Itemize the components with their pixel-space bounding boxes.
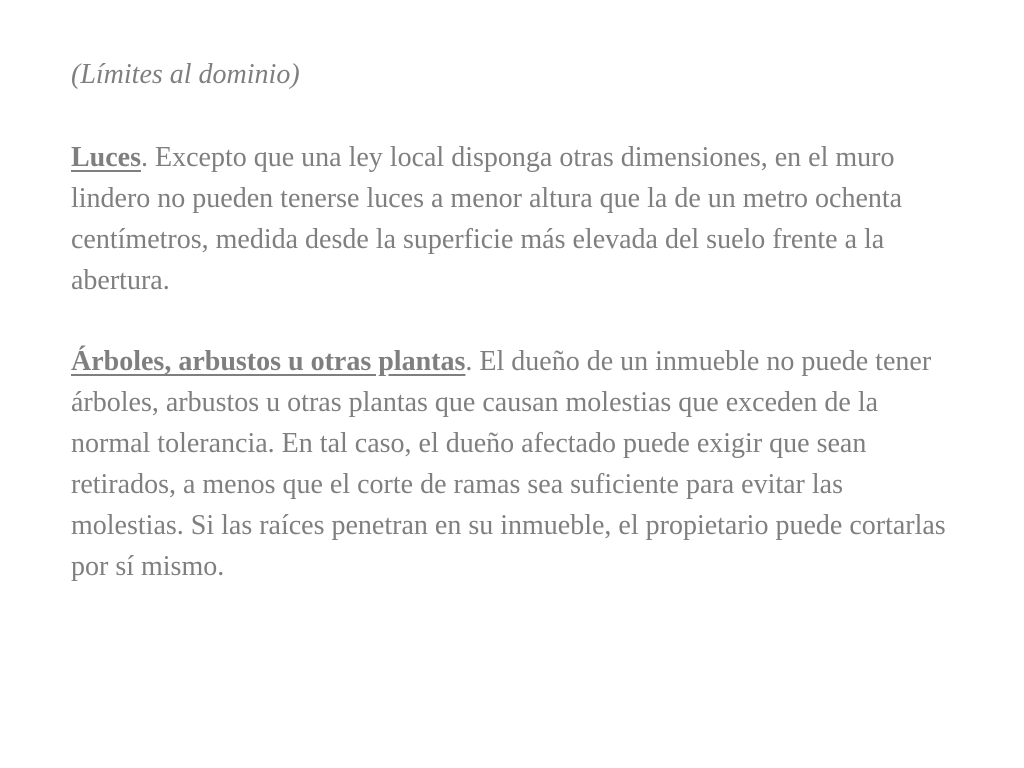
paragraph-arboles <box>71 341 951 587</box>
paragraph-arboles-text: . El dueño de un inmueble no puede tener árboles, arbustos u otras plantas que causan molestias que exceden de la normal tolerancia. En tal caso, el dueño afectado puede exigir que sean retirados, a menos que el corte de ramas sea suficiente para evitar las molestias. Si las raíces penetran en su inmueble, el propietario puede cortarlas por sí mismo. <box>71 346 946 582</box>
term-luces: Luces <box>71 142 141 173</box>
slide-content <box>71 54 961 587</box>
paragraph-luces <box>71 137 951 301</box>
term-arboles: Árboles, arbustos u otras plantas <box>71 346 466 377</box>
section-subtitle: (Límites al dominio) <box>71 59 300 90</box>
paragraph-luces-text: . Excepto que una ley local disponga otras dimensiones, en el muro lindero no pueden tenerse luces a menor altura que la de un metro ochenta centímetros, medida desde la superficie más elevada del suelo frente a la abertura. <box>71 142 903 296</box>
